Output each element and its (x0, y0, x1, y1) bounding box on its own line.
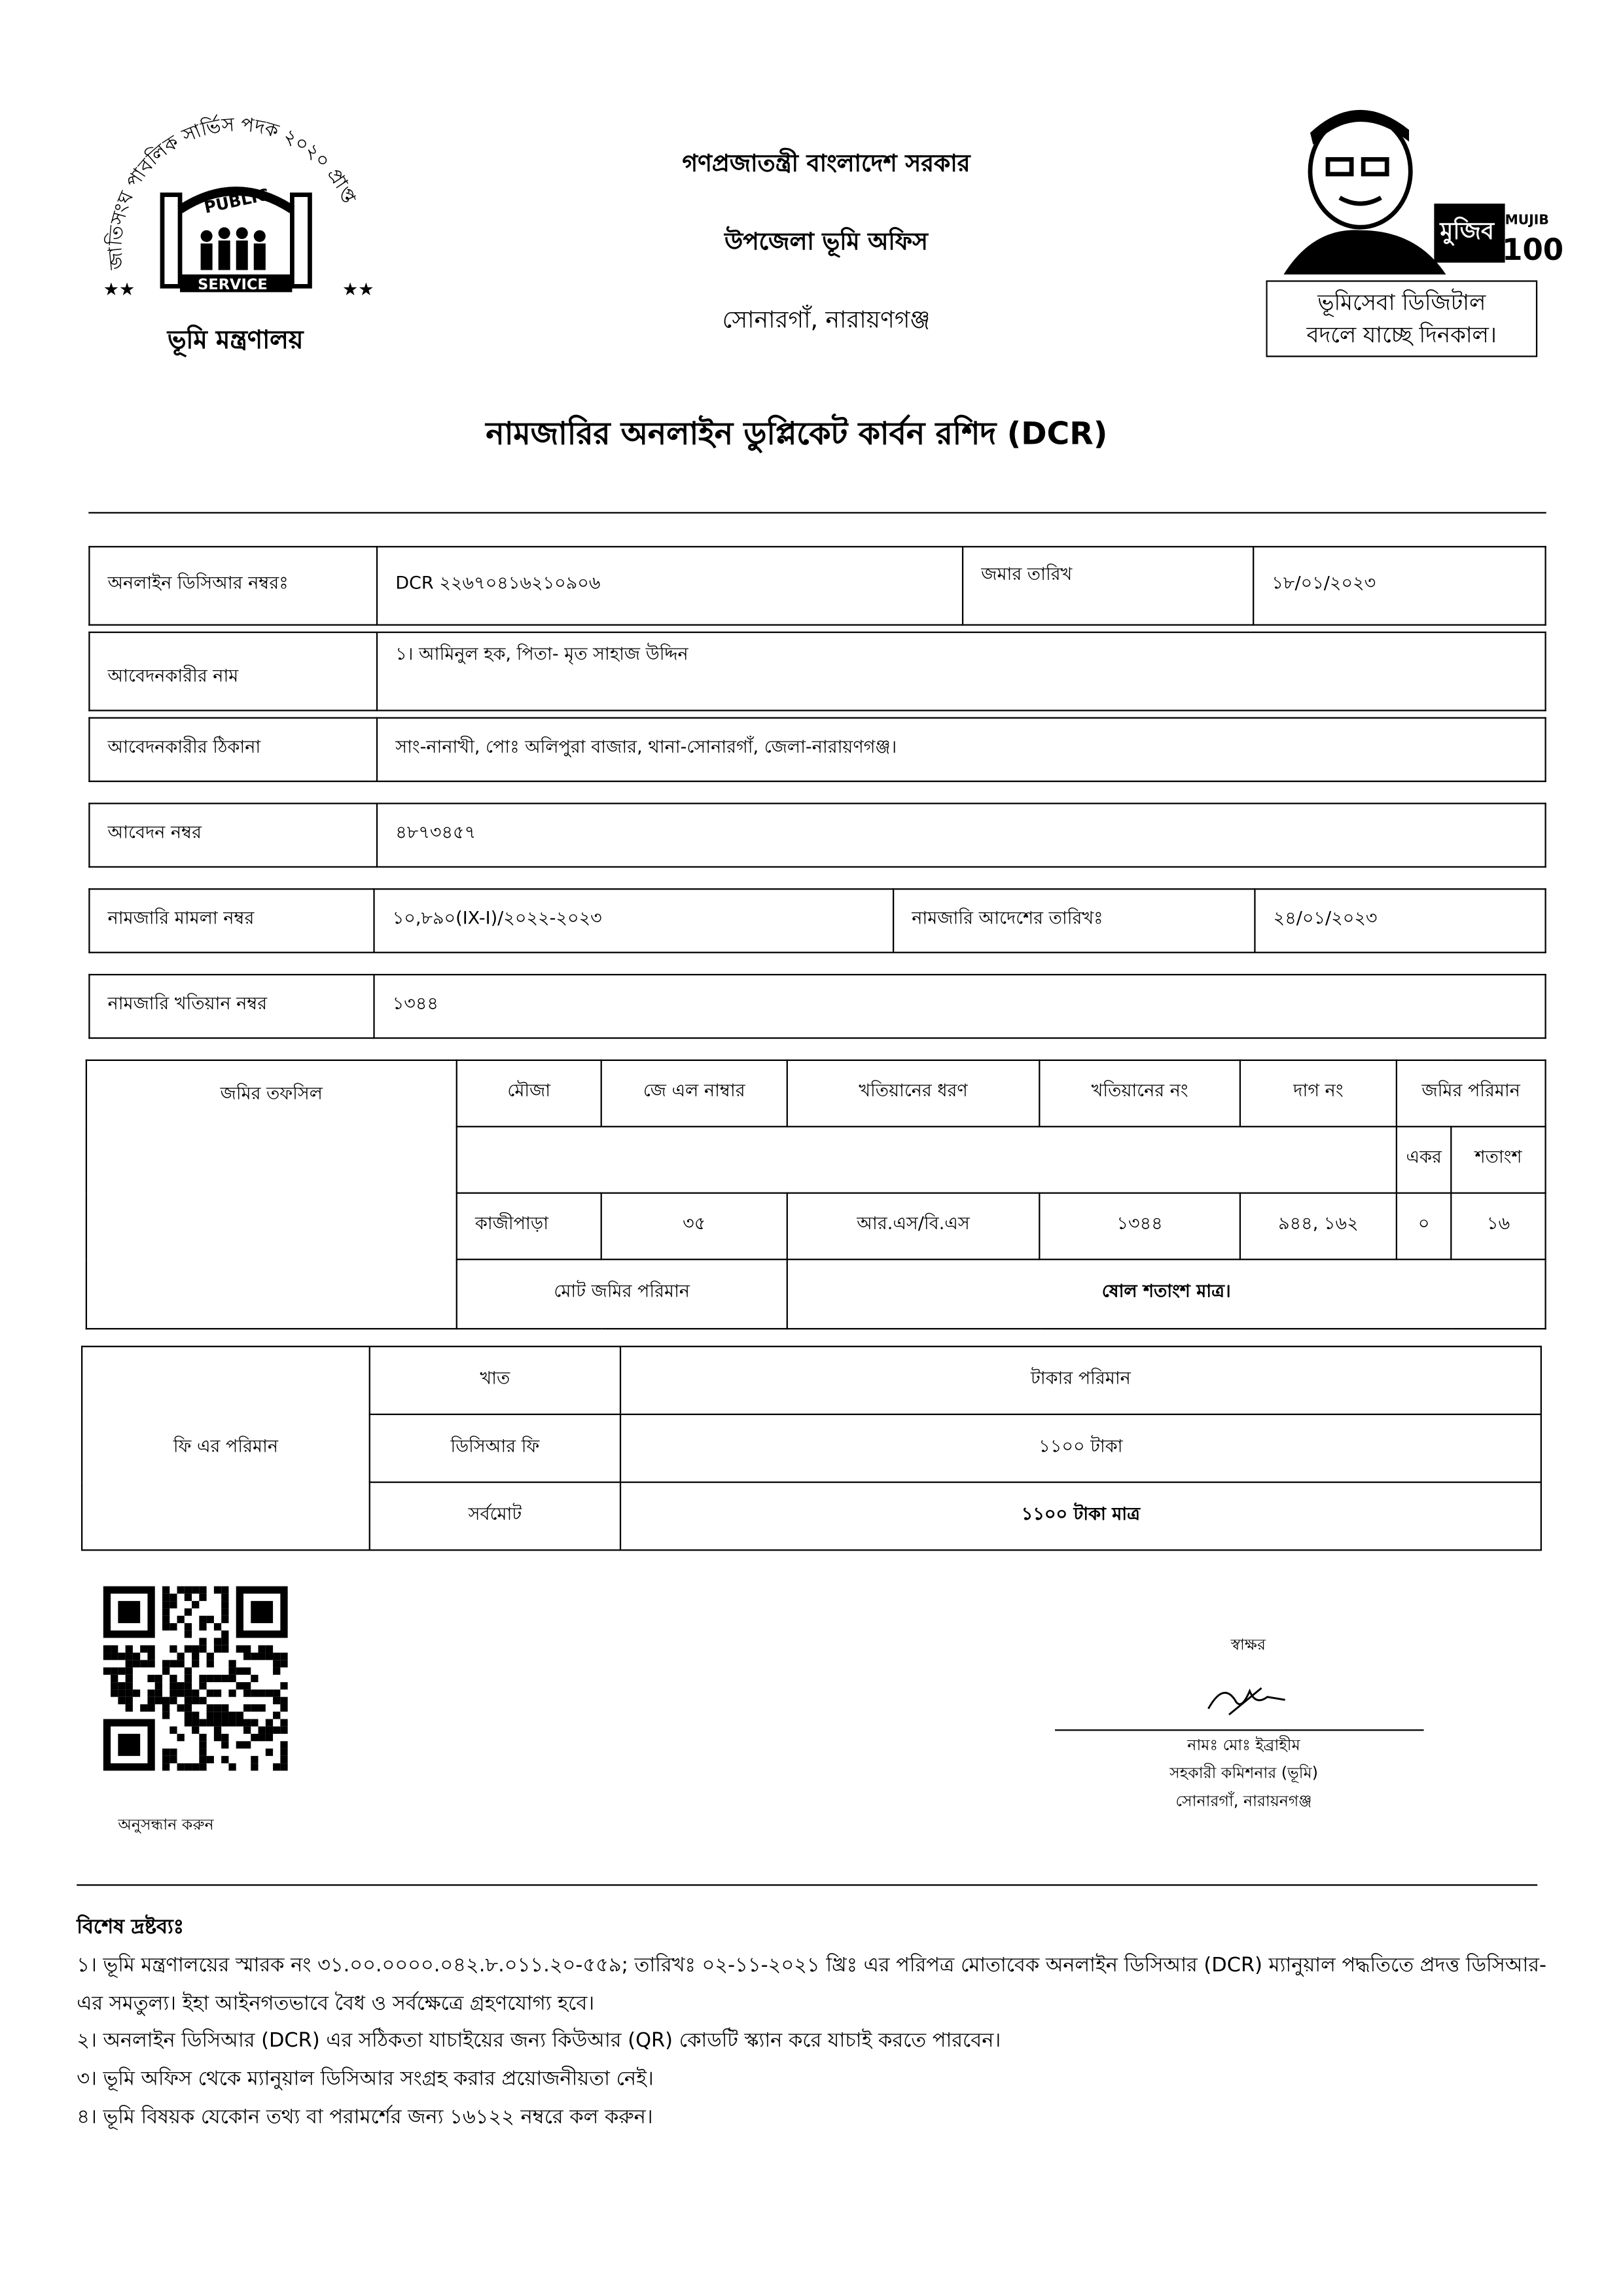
dcr-no-label: অনলাইন ডিসিআর নম্বরঃ (89, 547, 377, 624)
qr-code[interactable] (103, 1587, 288, 1771)
dcr-no-value: DCR ২২৬৭০৪১৬২১০৯০৬ (377, 547, 963, 624)
ministry-caption: ভূমি মন্ত্রণালয় (167, 326, 304, 356)
svg-text:100: 100 (1502, 232, 1564, 267)
land-ministry-logo (92, 106, 380, 357)
fee-total-item: সর্বমোট (370, 1482, 620, 1551)
cell-acre: ০ (1397, 1193, 1452, 1259)
cell-jl-no: ৩৫ (601, 1193, 787, 1259)
applicant-name-label: আবেদনকারীর নাম (89, 632, 377, 710)
note-item: ৩। ভূমি অফিস থেকে ম্যানুয়াল ডিসিআর সংগ্রহ করার প্রয়োজনীয়তা নেই। (77, 2067, 654, 2092)
khatian-row (88, 974, 1546, 1039)
divider (77, 1884, 1537, 1886)
svg-text:MUJIB: MUJIB (1505, 211, 1549, 228)
khatian-no-label: নামজারি খতিয়ান নম্বর (89, 975, 374, 1038)
application-no-label: আবেদন নম্বর (89, 804, 377, 867)
sub-header-acre: একর (1397, 1126, 1452, 1193)
fee-head-item: খাত (370, 1346, 620, 1414)
svg-text:জাতিসংঘ পাবলিক সার্ভিস পদক ২০২: জাতিসংঘ পাবলিক সার্ভিস পদক ২০২০ প্রাপ্ত (103, 113, 361, 271)
total-land-value: ষোল শতাংশ মাত্র। (787, 1259, 1546, 1329)
cell-mouza: কাজীপাড়া (457, 1193, 601, 1259)
svg-text:★★: ★★ (103, 279, 135, 300)
public-service-award-emblem (92, 106, 380, 313)
land-section-label: জমির তফসিল (86, 1060, 457, 1329)
qr-caption: অনুসন্ধান করুন (118, 1816, 214, 1835)
divider (88, 512, 1546, 513)
slogan-line-2: বদলে যাচ্ছে দিনকাল। (1306, 321, 1497, 349)
application-no-value: ৪৮৭৩৪৫৭ (377, 804, 1546, 867)
deposit-date-value: ১৮/০১/২০২৩ (1253, 547, 1545, 624)
cell-khatian-type: আর.এস/বি.এস (787, 1193, 1040, 1259)
cell-dag-no: ৯৪৪, ১৬২ (1240, 1193, 1397, 1259)
mujib-100-logo (1269, 100, 1564, 278)
fee-item: ডিসিআর ফি (370, 1414, 620, 1482)
case-no-label: নামজারি মামলা নম্বর (89, 889, 374, 952)
office-name: উপজেলা ভূমি অফিস (724, 227, 928, 256)
total-land-label: মোট জমির পরিমান (457, 1259, 787, 1329)
svg-text:★★: ★★ (342, 279, 374, 300)
blank-cell (457, 1126, 1397, 1193)
application-no-row (88, 802, 1546, 867)
sub-header-decimal: শতাংশ (1452, 1126, 1546, 1193)
fee-table (81, 1346, 1542, 1551)
slogan-box (1266, 280, 1537, 357)
svg-text:SERVICE: SERVICE (198, 276, 268, 293)
office-location: সোনারগাঁ, নারায়ণগঞ্জ (722, 305, 931, 334)
cell-khatian-no: ১৩৪৪ (1039, 1193, 1240, 1259)
signature-line (1055, 1729, 1424, 1731)
cell-decimal: ১৬ (1452, 1193, 1546, 1259)
deposit-date-label: জমার তারিখ (963, 547, 1253, 624)
note-item: ২। অনলাইন ডিসিআর (DCR) এর সঠিকতা যাচাইয়ের জন্য কিউআর (QR) কোডটি স্ক্যান করে যাচাই করতে পারবেন। (77, 2029, 1001, 2053)
signatory-designation: সহকারী কমিশনার (ভূমি) (1169, 1765, 1318, 1783)
signature-label: স্বাক্ষর (1230, 1636, 1266, 1655)
case-row (88, 888, 1546, 953)
slogan-line-1: ভূমিসেবা ডিজিটাল (1317, 289, 1486, 316)
note-item: ৪। ভূমি বিষয়ক যেকোন তথ্য বা পরামর্শের জন্য ১৬১২২ নম্বরে কল করুন। (77, 2106, 653, 2130)
header-dag-no: দাগ নং (1240, 1060, 1397, 1126)
header-khatian-no: খতিয়ানের নং (1039, 1060, 1240, 1126)
header-mouza: মৌজা (457, 1060, 601, 1126)
order-date-value: ২৪/০১/২০২৩ (1255, 889, 1545, 952)
fee-amount: ১১০০ টাকা (620, 1414, 1541, 1482)
fee-head-amount: টাকার পরিমান (620, 1346, 1541, 1414)
dcr-row (88, 546, 1546, 626)
applicant-address-value: সাং-নানাখী, পোঃ অলিপুরা বাজার, থানা-সোনারগাঁ, জেলা-নারায়ণগঞ্জ। (377, 718, 1546, 781)
signatory-office: সোনারগাঁ, নারায়নগঞ্জ (1175, 1793, 1312, 1811)
fee-section-label: ফি এর পরিমান (82, 1346, 370, 1550)
applicant-address-label: আবেদনকারীর ঠিকানা (89, 718, 377, 781)
applicant-name-row (88, 632, 1546, 711)
signature-mark (1202, 1679, 1291, 1721)
government-name: গণপ্রজাতন্ত্রী বাংলাদেশ সরকার (682, 149, 971, 177)
svg-text:মুজিব: মুজিব (1440, 217, 1495, 245)
fee-total-amount: ১১০০ টাকা মাত্র (620, 1482, 1541, 1551)
header-jl-no: জে এল নাম্বার (601, 1060, 787, 1126)
header-khatian-type: খতিয়ানের ধরণ (787, 1060, 1040, 1126)
special-notes (77, 1909, 1552, 2138)
document-title: নামজারির অনলাইন ডুপ্লিকেট কার্বন রশিদ (DCR) (486, 416, 1108, 452)
land-details-table (86, 1060, 1546, 1330)
applicant-address-row (88, 717, 1546, 782)
khatian-no-value: ১৩৪৪ (374, 975, 1546, 1038)
note-item: ১। ভূমি মন্ত্রণালয়ের স্মারক নং ৩১.০০.০০০০.০৪২.৮.০১১.২০-৫৫৯; তারিখঃ ০২-১১-২০২১ খ্রিঃ এর পরিপত্র মোতাবেক অনলাইন ডিসিআর (DCR) ম্যানুয়াল পদ্ধতিতে প্রদত্ত ডিসিআর-এর সমতুল্য। ইহা আইনগতভাবে বৈধ ও সর্বক্ষেত্রে গ্রহণযোগ্য হবে। (77, 1953, 1547, 2015)
order-date-label: নামজারি আদেশের তারিখঃ (893, 889, 1255, 952)
portrait-illustration (1269, 100, 1564, 278)
signatory-name: নামঃ মোঃ ইব্রাহীম (1187, 1736, 1300, 1755)
notes-heading: বিশেষ দ্রষ্টব্যঃ (77, 1915, 184, 1939)
svg-text:PUBLIC: PUBLIC (202, 185, 271, 217)
header-land-amount: জমির পরিমান (1397, 1060, 1546, 1126)
case-no-value: ১০,৮৯০(IX-I)/২০২২-২০২৩ (374, 889, 894, 952)
applicant-name-value: ১। আমিনুল হক, পিতা- মৃত সাহাজ উদ্দিন (377, 632, 1546, 710)
